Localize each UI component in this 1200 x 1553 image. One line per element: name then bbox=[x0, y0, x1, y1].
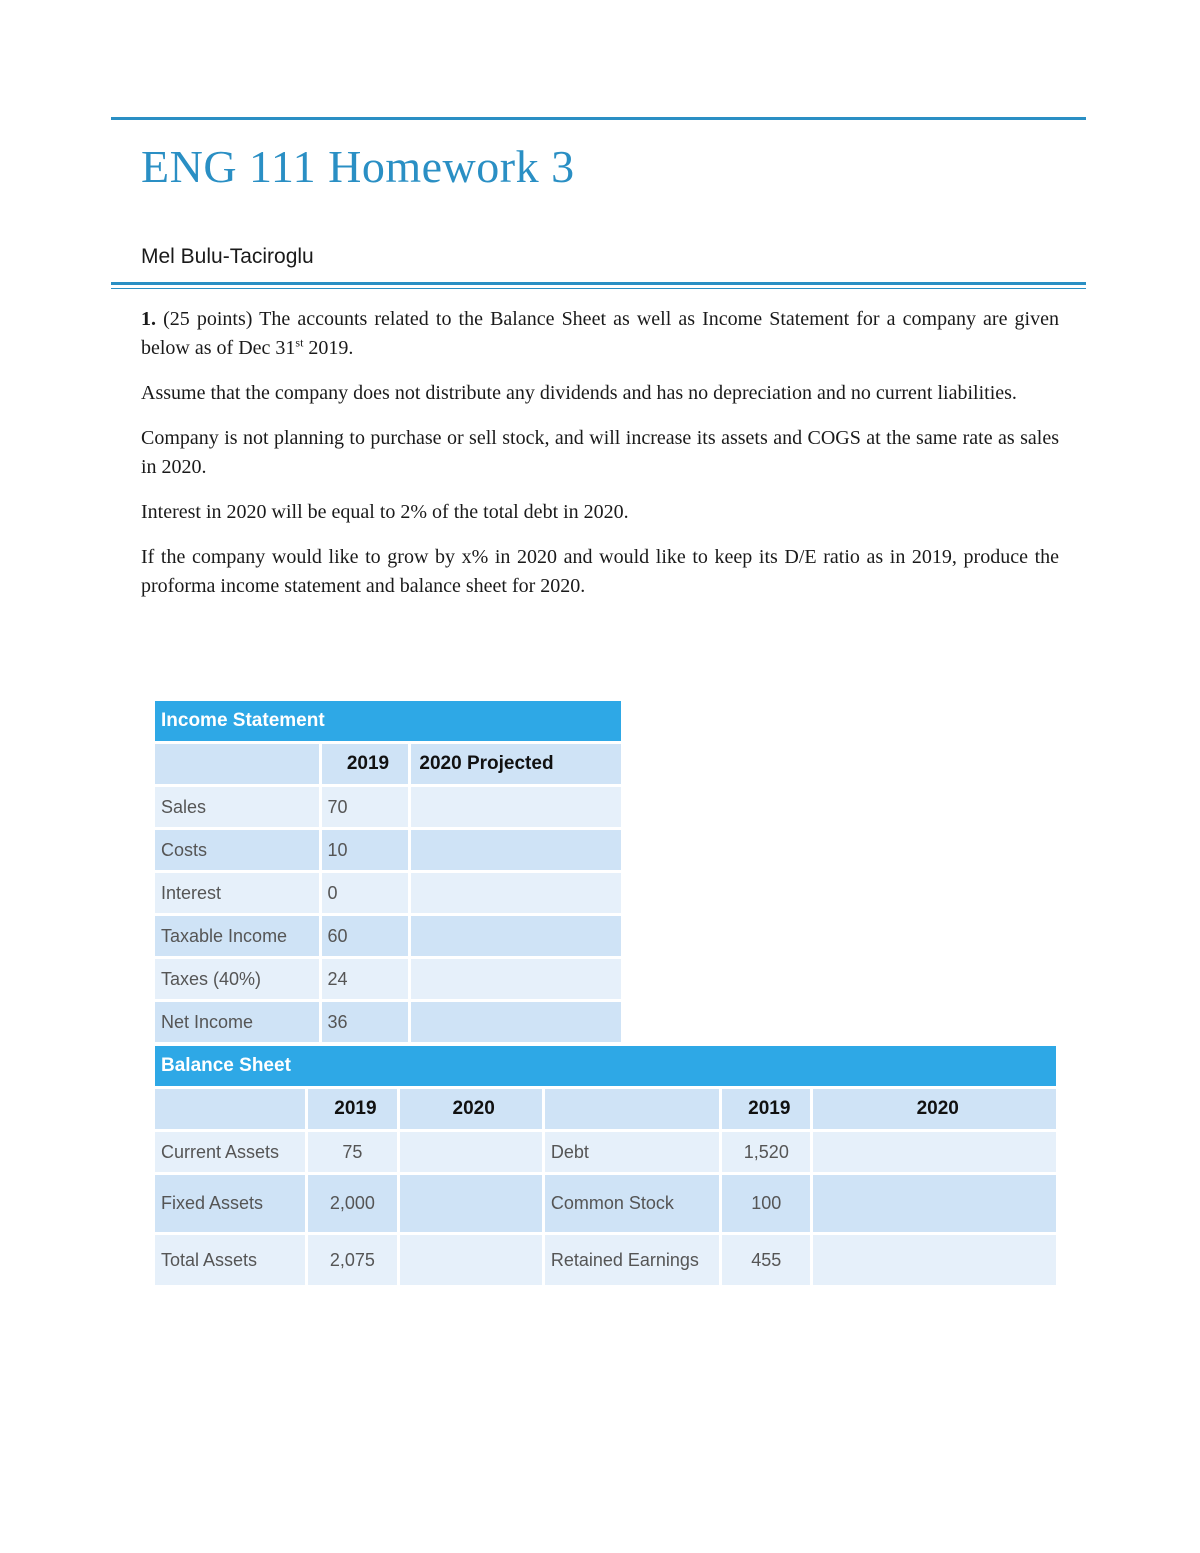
income-statement-header: Income Statement bbox=[155, 701, 621, 741]
asset-2019: 2,075 bbox=[308, 1235, 396, 1285]
asset-2020[interactable] bbox=[400, 1235, 542, 1285]
value-2019: 24 bbox=[322, 959, 409, 999]
liability-label: Common Stock bbox=[545, 1175, 719, 1232]
header-rule-thin bbox=[111, 288, 1086, 289]
value-2020[interactable] bbox=[411, 959, 621, 999]
liability-2019: 455 bbox=[722, 1235, 810, 1285]
asset-label: Fixed Assets bbox=[155, 1175, 305, 1232]
value-2019: 70 bbox=[322, 787, 409, 827]
asset-label: Current Assets bbox=[155, 1132, 305, 1172]
table-row bbox=[155, 1175, 1056, 1232]
author-name: Mel Bulu-Taciroglu bbox=[141, 245, 314, 268]
document-title: ENG 111 Homework 3 bbox=[141, 141, 575, 192]
value-2019: 36 bbox=[322, 1002, 409, 1042]
liability-2019: 100 bbox=[722, 1175, 810, 1232]
value-2019: 60 bbox=[322, 916, 409, 956]
balance-col-liab-2020: 2020 bbox=[813, 1089, 1056, 1129]
income-statement-table bbox=[152, 698, 624, 1045]
row-label: Net Income bbox=[155, 1002, 319, 1042]
balance-col-assets-2019: 2019 bbox=[308, 1089, 396, 1129]
liability-2020[interactable] bbox=[813, 1235, 1056, 1285]
value-2020[interactable] bbox=[411, 916, 621, 956]
question-paragraph-4: Interest in 2020 will be equal to 2% of the total debt in 2020. bbox=[141, 501, 629, 523]
asset-2019: 75 bbox=[308, 1132, 396, 1172]
header-rule bbox=[111, 282, 1086, 285]
value-2020[interactable] bbox=[411, 873, 621, 913]
row-label: Interest bbox=[155, 873, 319, 913]
row-label: Taxable Income bbox=[155, 916, 319, 956]
table-row bbox=[155, 787, 621, 827]
table-row bbox=[155, 1235, 1056, 1285]
income-col-2020: 2020 Projected bbox=[411, 744, 621, 784]
balance-col-liabilities bbox=[545, 1089, 719, 1129]
liability-2020[interactable] bbox=[813, 1175, 1056, 1232]
liability-2020[interactable] bbox=[813, 1132, 1056, 1172]
balance-sheet-table bbox=[152, 1043, 1059, 1288]
value-2019: 10 bbox=[322, 830, 409, 870]
balance-sheet-header: Balance Sheet bbox=[155, 1046, 1056, 1086]
question-paragraph-2: Assume that the company does not distribute any dividends and has no depreciation and no current liabilities. bbox=[141, 382, 1017, 404]
row-label: Costs bbox=[155, 830, 319, 870]
top-rule bbox=[111, 117, 1086, 120]
table-row bbox=[155, 830, 621, 870]
asset-2020[interactable] bbox=[400, 1132, 542, 1172]
table-row bbox=[155, 959, 621, 999]
row-label: Taxes (40%) bbox=[155, 959, 319, 999]
balance-col-assets-2020: 2020 bbox=[400, 1089, 542, 1129]
question-paragraph-5: If the company would like to grow by x% in 2020 and would like to keep its D/E ratio as in 2019, produce the proforma income statement and balance sheet for 2020. bbox=[141, 546, 1059, 597]
table-row bbox=[155, 873, 621, 913]
balance-col-assets bbox=[155, 1089, 305, 1129]
value-2020[interactable] bbox=[411, 1002, 621, 1042]
question-number: 1. bbox=[141, 308, 156, 330]
balance-col-liab-2019: 2019 bbox=[722, 1089, 810, 1129]
liability-label: Debt bbox=[545, 1132, 719, 1172]
question-paragraph-3: Company is not planning to purchase or sell stock, and will increase its assets and COGS at the same rate as sales in 2020. bbox=[141, 427, 1059, 478]
liability-2019: 1,520 bbox=[722, 1132, 810, 1172]
liability-label: Retained Earnings bbox=[545, 1235, 719, 1285]
value-2019: 0 bbox=[322, 873, 409, 913]
question-body bbox=[141, 305, 1059, 617]
income-col-label bbox=[155, 744, 319, 784]
table-row bbox=[155, 1002, 621, 1042]
row-label: Sales bbox=[155, 787, 319, 827]
income-col-2019: 2019 bbox=[322, 744, 409, 784]
value-2020[interactable] bbox=[411, 787, 621, 827]
asset-label: Total Assets bbox=[155, 1235, 305, 1285]
asset-2020[interactable] bbox=[400, 1175, 542, 1232]
question-paragraph-1: 1. (25 points) The accounts related to the Balance Sheet as well as Income Statement for a company are given below as of Dec 31st 2019. bbox=[141, 308, 1059, 359]
table-row bbox=[155, 916, 621, 956]
table-row bbox=[155, 1132, 1056, 1172]
asset-2019: 2,000 bbox=[308, 1175, 396, 1232]
value-2020[interactable] bbox=[411, 830, 621, 870]
